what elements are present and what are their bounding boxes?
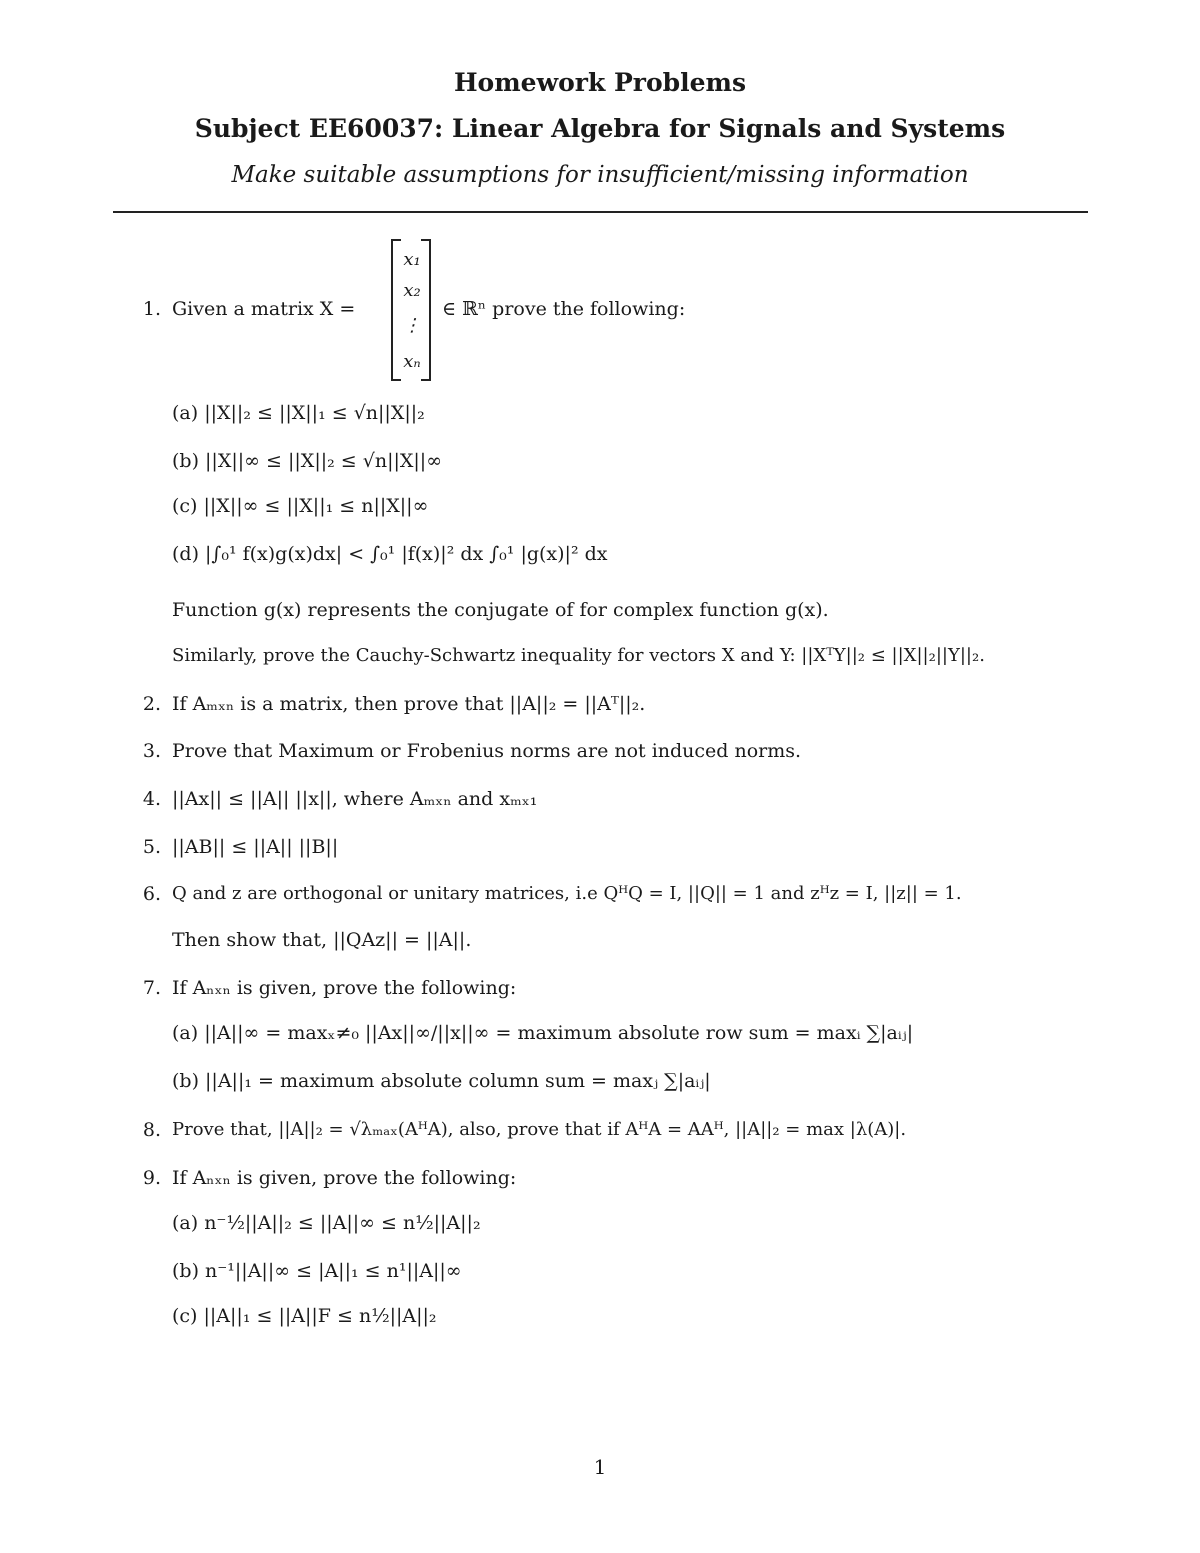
problem-text: Q and z are orthogonal or unitary matrices, i.e QᴴQ = I, ||Q|| = 1 and zᴴz = I, ||z|| = 1. [172,883,962,904]
problem-number: 5. [142,836,161,858]
subpart-text: (b) ||X||∞ ≤ ||X||₂ ≤ √n||X||∞ [172,450,443,472]
problem-number: 7. [142,977,161,999]
problem-text: ||Ax|| ≤ ||A|| ||x||, where Aₘₓₙ and xₘₓ₁ [172,788,538,810]
subpart-text: (a) ||A||∞ = maxₓ≠₀ ||Ax||∞/||x||∞ = maximum absolute row sum = maxᵢ ∑|aᵢⱼ| [172,1022,914,1044]
problem-text: ||AB|| ≤ ||A|| ||B|| [172,836,339,858]
problem-number: 8. [142,1119,161,1141]
problem-number: 4. [142,788,161,810]
problem-1-intro: Given a matrix X = [172,298,356,320]
problem-number: 9. [142,1167,161,1189]
problem-text: Prove that Maximum or Frobenius norms are not induced norms. [172,740,802,762]
matrix-entry: x₁ [403,249,421,270]
subpart-text: (b) ||A||₁ = maximum absolute column sum = maxⱼ ∑|aᵢⱼ| [172,1070,711,1092]
problem-number: 1. [142,298,161,320]
problem-number: 2. [142,693,161,715]
header-divider [113,211,1088,213]
problem-text: If Aₙₓₙ is given, prove the following: [172,1167,517,1189]
problem-text: Then show that, ||QAz|| = ||A||. [172,929,472,951]
subpart-text: (c) ||A||₁ ≤ ||A||F ≤ n½||A||₂ [172,1305,437,1327]
subpart-text: (d) |∫₀¹ f(x)g(x)dx| < ∫₀¹ |f(x)|² dx ∫₀¹ |g(x)|² dx [172,543,608,565]
matrix-entry: ⋮ [403,315,421,336]
subpart-text: (b) n⁻¹||A||∞ ≤ |A||₁ ≤ n¹||A||∞ [172,1260,462,1282]
assumption-note: Make suitable assumptions for insufficient/missing information [231,162,969,188]
problem-1-after: ∈ ℝⁿ prove the following: [442,298,686,320]
problem-text: If Aₙₓₙ is given, prove the following: [172,977,517,999]
subject-heading: Subject EE60037: Linear Algebra for Signals and Systems [194,114,1006,143]
matrix-entry: xₙ [403,351,421,372]
matrix-entry: x₂ [403,280,421,301]
problem-number: 3. [142,740,161,762]
note-text: Similarly, prove the Cauchy-Schwartz inequality for vectors X and Y: ||XᵀY||₂ ≤ ||X||₂||Y||₂. [172,645,985,666]
column-vector-matrix [391,239,431,379]
subpart-text: (c) ||X||∞ ≤ ||X||₁ ≤ n||X||∞ [172,495,429,517]
document-title: Homework Problems [453,68,747,97]
problem-number: 6. [142,883,161,905]
subpart-text: (a) n⁻½||A||₂ ≤ ||A||∞ ≤ n½||A||₂ [172,1212,481,1234]
subpart-text: (a) ||X||₂ ≤ ||X||₁ ≤ √n||X||₂ [172,402,425,424]
problem-text: Prove that, ||A||₂ = √λₘₐₓ(AᴴA), also, prove that if AᴴA = AAᴴ, ||A||₂ = max |λ(A)|. [172,1119,907,1140]
page-number: 1 [593,1455,607,1479]
note-text: Function g(x) represents the conjugate of for complex function g(x). [172,599,829,621]
problem-text: If Aₘₓₙ is a matrix, then prove that ||A||₂ = ||Aᵀ||₂. [172,693,646,715]
